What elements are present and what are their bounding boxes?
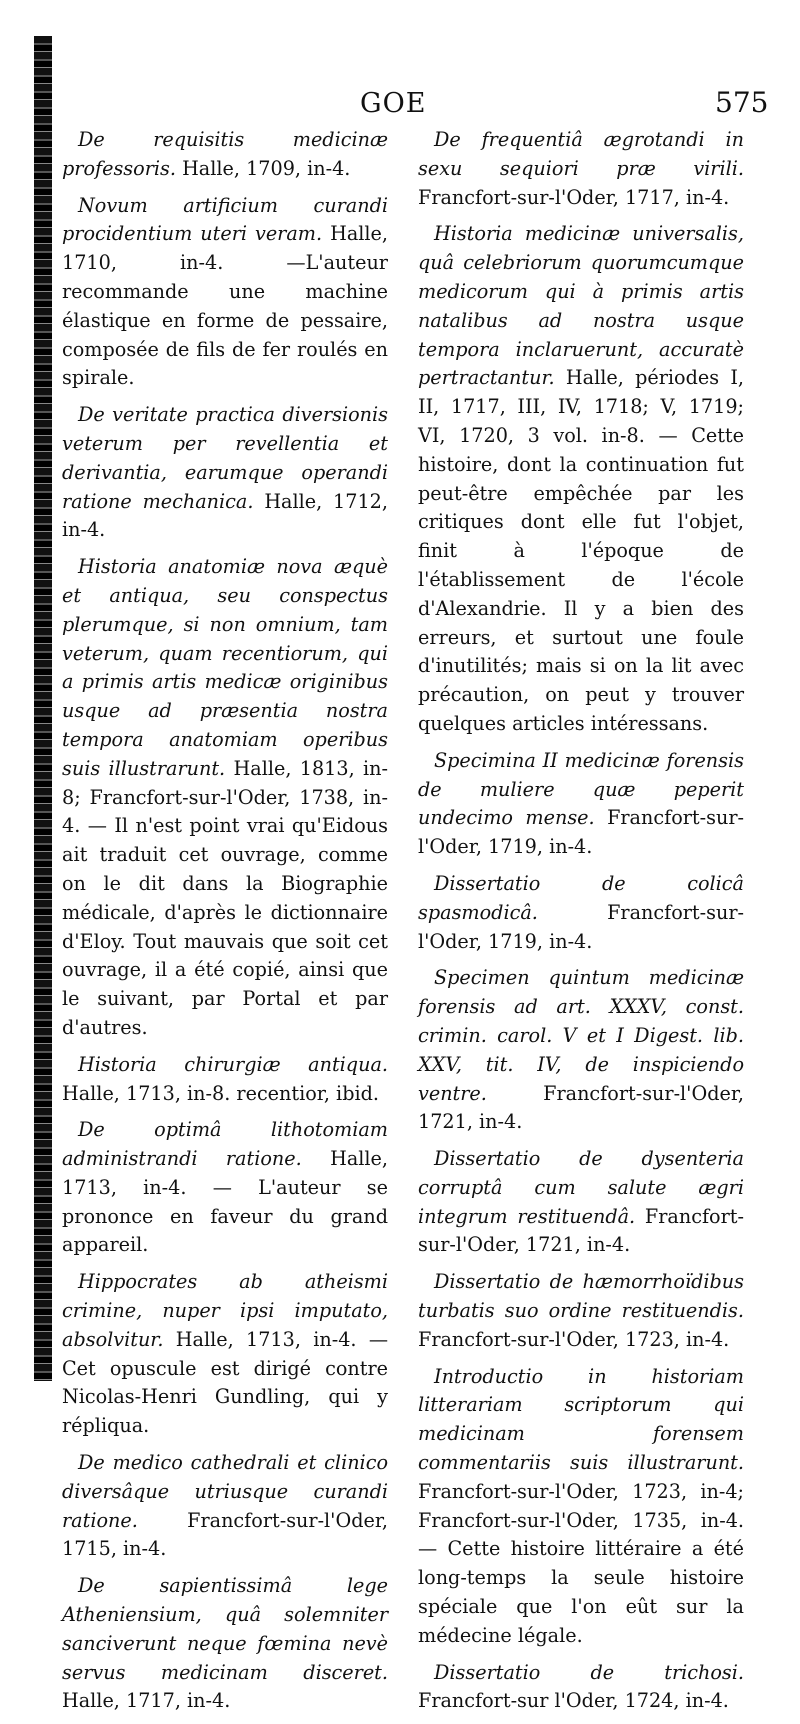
- entry-title: Historia chirurgiæ antiqua.: [78, 1052, 388, 1076]
- entry-title: De optimâ lithotomiam administrandi ratione.: [62, 1118, 388, 1171]
- entry-title: Dissertatio de trichosi.: [434, 1660, 744, 1684]
- entry-note: —L'auteur recommande une machine élastique en forme de pessaire, composée de fils de fer roulés en spirale.: [62, 251, 388, 390]
- entry-imprint: Halle, 1712, in-4.: [62, 489, 388, 542]
- entry-imprint: Francfort-sur-l'Oder, 1719, in-4.: [418, 806, 744, 859]
- entry-title: Specimina II medicinæ forensis de muliere quæ peperit undecimo mense.: [418, 748, 744, 830]
- left-column: [62, 126, 388, 1724]
- bibliography-entry: [418, 1363, 744, 1651]
- entry-title: De medico cathedrali et clinico diversâque utriusque curandi ratione.: [62, 1451, 388, 1532]
- bibliography-entry: [62, 1268, 388, 1441]
- bibliography-entry: [418, 1659, 744, 1717]
- bibliography-entry: [418, 126, 744, 212]
- bibliography-entry: [62, 1116, 388, 1260]
- bibliography-entry: [418, 220, 744, 738]
- bibliography-entry: [418, 870, 744, 956]
- entry-imprint: Halle, 1717, in-4.: [62, 1689, 231, 1713]
- entry-imprint: Francfort-sur-l'Oder, 1719, in-4.: [418, 900, 744, 953]
- bibliography-entry: [62, 553, 388, 1043]
- entry-imprint: Halle, 1710, in-4.: [62, 222, 388, 275]
- entry-imprint: Francfort-sur-l'Oder, 1721, in-4.: [418, 1081, 744, 1134]
- entry-imprint: Francfort-sur-l'Oder, 1723, in-4; Francfort-sur-l'Oder, 1735, in-4.: [418, 1479, 744, 1532]
- bibliography-entry: [62, 1572, 388, 1716]
- entry-note: — Il n'est point vrai qu'Eidous ait traduit cet ouvrage, comme on le dit dans la Biographie médicale, d'après le dictionnaire d'Eloy. Tout mauvais que soit cet ouvrage, il a été copié, ainsi que le suivant, par Portal et par d'autres.: [62, 814, 388, 1039]
- entry-title: Introductio in historiam litterariam scriptorum qui medicinam forensem commentariis suis illustrarunt.: [418, 1364, 744, 1475]
- page-number: 575: [715, 86, 769, 119]
- entry-imprint: Halle, périodes I, II, 1717, III, IV, 1718; V, 1719; VI, 1720, 3 vol. in-8.: [418, 366, 744, 447]
- entry-note: — Cet opuscule est dirigé contre Nicolas-Henri Gundling, qui y répliqua.: [62, 1327, 388, 1438]
- bibliography-entry: [62, 192, 388, 394]
- bibliography-entry: [62, 1449, 388, 1564]
- bibliography-entry: [62, 401, 388, 545]
- entry-title: De frequentiâ ægrotandi in sexu sequiori præ virili.: [418, 128, 744, 180]
- entry-title: Hippocrates ab atheismi crimine, nuper ipsi imputato, absolvitur.: [62, 1270, 388, 1351]
- bibliography-entry: [418, 1145, 744, 1260]
- entry-imprint: Halle, 1813, in-8; Francfort-sur-l'Oder, 1738, in-4.: [62, 756, 388, 838]
- entry-title: Historia anatomiæ nova æquè et antiqua, seu conspectus plerumque, si non omnium, tam veterum, quam recentiorum, qui a primis artis medicæ originibus usque ad præsentia nostra tempora anatomiam operibus suis illustrarunt.: [62, 555, 388, 780]
- entry-title: Novum artificium curandi procidentium uteri veram.: [62, 193, 388, 246]
- entry-imprint: Francfort-sur-l'Oder, 1715, in-4.: [62, 1508, 388, 1561]
- bibliography-entry: [418, 964, 744, 1137]
- entry-title: De requisitis medicinæ professoris.: [62, 128, 388, 180]
- entry-title: Dissertatio de hæmorrhoïdibus turbatis suo ordine restituendis.: [418, 1270, 744, 1323]
- entry-imprint: Francfort-sur-l'Oder, 1723, in-4.: [418, 1327, 730, 1351]
- entry-title: Historia medicinæ universalis, quâ celebriorum quorumcumque medicorum qui à primis artis natalibus ad nostra usque tempora inclaruerunt, accuratè pertractantur.: [418, 222, 744, 390]
- right-column: [418, 126, 744, 1724]
- binding-edge: [34, 36, 52, 1381]
- entry-title: De veritate practica diversionis veterum per revellentia et derivantia, earumque operandi ratione mechanica.: [62, 403, 388, 513]
- bibliography-entry: [418, 1268, 744, 1354]
- bibliography-entry: [62, 126, 388, 184]
- entry-imprint: Halle, 1713, in-8. recentior, ibid.: [62, 1081, 379, 1105]
- running-head: GOE: [360, 88, 427, 119]
- entry-title: De sapientissimâ lege Atheniensium, quâ solemniter sanciverunt neque fœmina nevè servus medicinam disceret.: [62, 1574, 388, 1684]
- entry-note: — Cette histoire, dont la continuation fut peut-être empêchée par les critiques dont elle fut l'objet, finit à l'époque de l'établissement de l'école d'Alexandrie. Il y a bien des erreurs, et surtout une foule d'inutilités; mais si on la lit avec précaution, on peut y trouver quelques articles intéressans.: [418, 423, 745, 735]
- entry-imprint: Francfort-sur-l'Oder, 1717, in-4.: [418, 185, 730, 209]
- entry-title: Specimen quintum medicinæ forensis ad art. XXXV, const. crimin. carol. V et I Digest. lib. XXV, tit. IV, de inspiciendo ventre.: [418, 966, 744, 1105]
- entry-title: Dissertatio de colicâ spasmodicâ.: [418, 871, 744, 924]
- entry-imprint: Halle, 1713, in-4.: [175, 1327, 357, 1351]
- entry-note: — L'auteur se prononce en faveur du grand appareil.: [62, 1175, 388, 1257]
- bibliography-entry: [418, 747, 744, 862]
- entry-imprint: Francfort-sur l'Oder, 1724, in-4.: [418, 1689, 729, 1713]
- bibliography-entry: [62, 1051, 388, 1109]
- entry-note: — Cette histoire littéraire a été long-temps la seule histoire spéciale que l'on eût sur la médecine légale.: [418, 1537, 744, 1647]
- entry-imprint: Francfort-sur-l'Oder, 1721, in-4.: [418, 1204, 744, 1257]
- entry-imprint: Halle, 1713, in-4.: [62, 1147, 388, 1199]
- entry-imprint: Halle, 1709, in-4.: [182, 156, 351, 180]
- entry-title: Dissertatio de dysenteria corruptâ cum salute ægri integrum restituendâ.: [418, 1147, 744, 1228]
